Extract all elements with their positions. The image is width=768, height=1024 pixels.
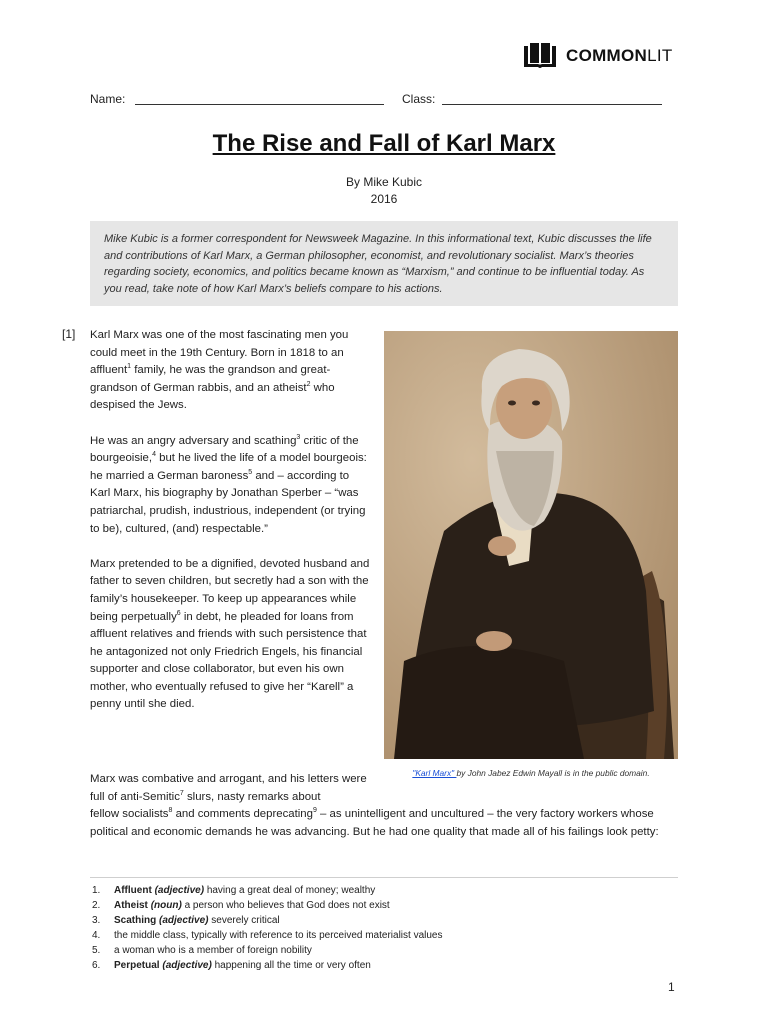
footnote-number: 4. [92,930,101,941]
page-title: The Rise and Fall of Karl Marx [212,130,556,157]
footnote-item [90,883,678,898]
byline [0,174,768,208]
footnote-number: 3. [92,915,101,926]
footnote-ref[interactable]: 5 [248,468,253,476]
year: 2016 [370,192,398,206]
footnote-part-of-speech: (noun) [150,900,182,911]
book-icon [522,42,558,70]
name-label: Name: [90,92,126,106]
portrait-illustration [384,331,678,759]
footnote-ref[interactable]: 1 [127,363,132,371]
footnote-definition: happening all the time or very often [214,960,371,971]
intro-box: Mike Kubic is a former correspondent for Newsweek Magazine. In this informational text, Kubic discusses the life and contributions of Karl Marx, a German philosopher, economist, and revolutionary socialist. Marx’s theories regarding society, economics, and politics became known as “Marxism,” and continue to be influential today. As you read, take note of how Karl Marx’s beliefs compare to his actions. [90,221,678,306]
footnote-number: 5. [92,945,101,956]
footnote-ref[interactable]: 4 [152,451,156,459]
footnote-ref[interactable]: 2 [306,380,311,388]
footnote-ref[interactable]: 7 [179,789,184,797]
page-number: 1 [668,980,675,994]
article-body [90,327,370,732]
paragraph-4: Marx was combative and arrogant, and his letters were full of anti-Semitic$^7$ slurs, nasty remarks about fellow socialists$^8$ and comments deprecating$^9$ – as unintelligent and uncultured – the very factory workers whose political and economic demands he was advancing. But he had one quality that made all of his failings look petty: [90,773,659,838]
author: By Mike Kubic [345,175,423,189]
commonlit-logo [522,42,673,70]
footnote-item [90,943,678,958]
footnote-term: Affluent [114,885,152,896]
brand-name: COMMONLIT [566,46,673,65]
footnote-term: Atheist [114,900,148,911]
footnotes [90,883,678,973]
class-field[interactable] [442,104,662,105]
footnote-term: Scathing [114,915,157,926]
paragraph-2: He was an angry adversary and scathing$^3$ critic of the bourgeoisie,$^4$ but he lived the life of a model bourgeois: he married a German baroness$^5$ and – according to Karl Marx, his biography by Jonathan Sperber – “was patriarchal, prudish, industrious, independent (or trying to be), cultured, (and) respectable.” [90,433,367,535]
paragraph-3: Marx pretended to be a dignified, devoted husband and father to seven children, but secretly had a son with the family’s housekeeper. To keep up appearances while being perpetually$^6$ in debt, he pleaded for loans from affluent relatives and friends with such persistence that he antagonized not only Friedrich Engels, his financial supporter and close collaborator, but even his own mother, who eventually refused to give her “Karell” a penny until she died. [90,557,370,711]
footnote-part-of-speech: (adjective) [159,915,209,926]
paragraph-number: [1] [62,327,76,341]
footnote-definition: severely critical [211,915,280,926]
footnote-ref[interactable]: 8 [168,807,173,815]
footnote-ref[interactable]: 3 [296,433,301,441]
footnote-ref[interactable]: 6 [176,609,181,617]
footnote-number: 2. [92,900,101,911]
footnote-definition: having a great deal of money; wealthy [206,885,376,896]
photo-credit-link[interactable]: "Karl Marx" [412,768,457,778]
photo-caption: "Karl Marx" by John Jabez Edwin Mayall is in the public domain. [412,768,650,778]
footnote-number: 1. [92,885,101,896]
class-label: Class: [402,92,436,106]
footnote-definition: a person who believes that God does not exist [184,900,390,911]
footnote-part-of-speech: (adjective) [162,960,212,971]
footnote-item [90,928,678,943]
footnote-definition: a woman who is a member of foreign nobility [114,945,312,956]
footnote-part-of-speech: (adjective) [154,885,205,896]
footnote-item [90,898,678,913]
paragraph-1: Karl Marx was one of the most fascinating men you could meet in the 19th Century. Born in 1818 to an affluent$^1$ family, he was the grandson and great-grandson of German rabbis, and an atheist$^2$ who despised the Jews. [90,329,349,412]
footnote-item [90,913,678,928]
karl-marx-portrait [384,331,678,759]
footnote-ref[interactable]: 9 [312,807,317,815]
footnote-item [90,958,678,973]
name-field[interactable] [135,104,384,105]
footnote-term: Perpetual [114,960,160,971]
footnote-definition: the middle class, typically with reference to its perceived materialist values [114,930,443,941]
footnote-number: 6. [92,960,101,971]
footnote-divider [90,877,678,878]
